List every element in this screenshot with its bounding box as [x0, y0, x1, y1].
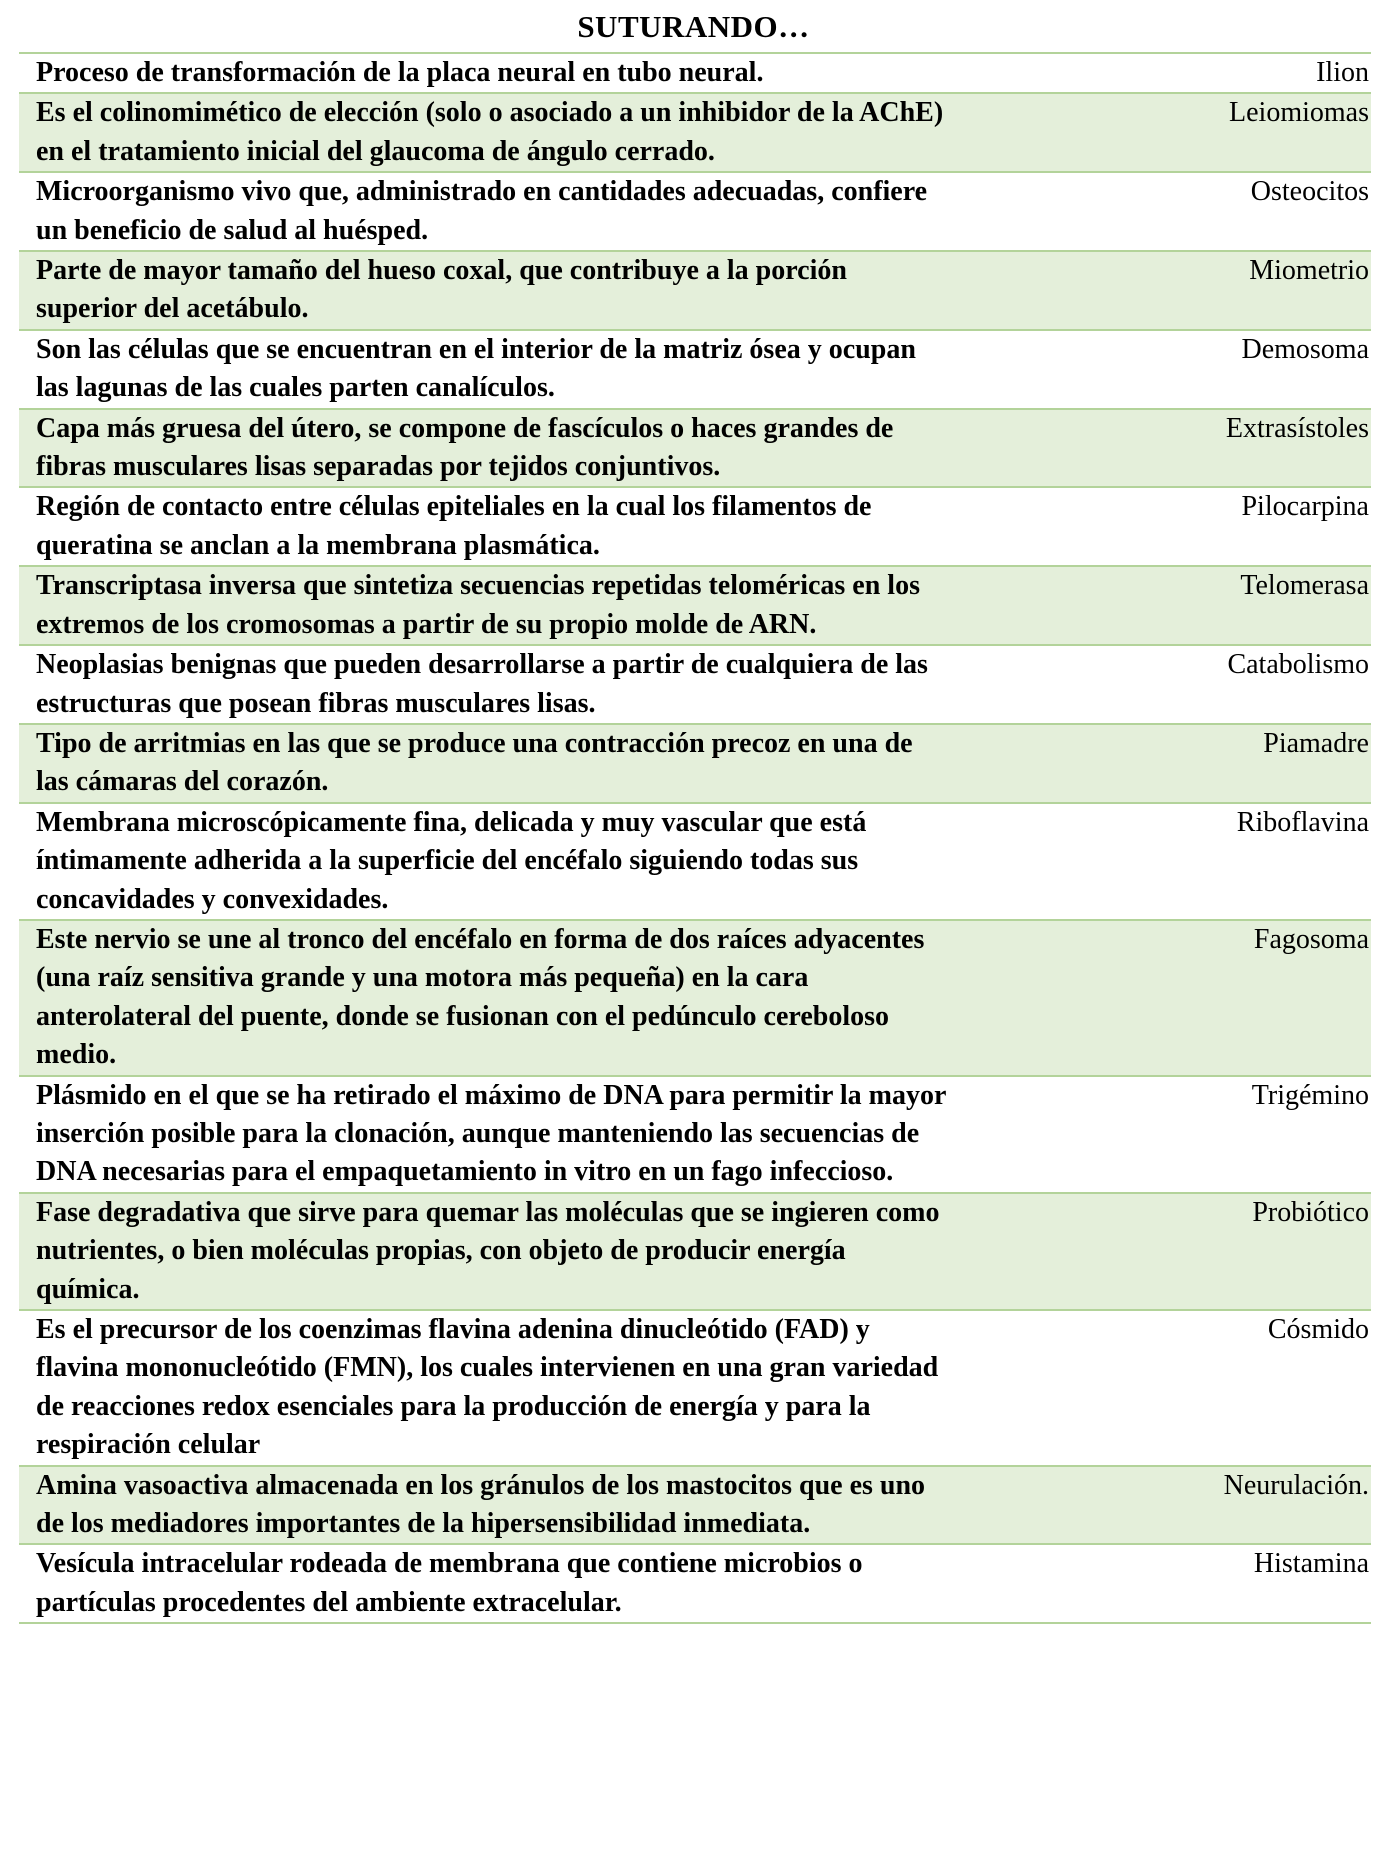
- table-row: [19, 645, 1371, 724]
- definition-cell: Fase degradativa que sirve para quemar las moléculas que se ingieren como nutrientes, o bien moléculas propias, con objeto de producir energía química.: [19, 1193, 959, 1310]
- table-row: [19, 1310, 1371, 1466]
- definition-cell: Parte de mayor tamaño del hueso coxal, que contribuye a la porción superior del acetábulo.: [19, 251, 959, 330]
- table-row: [19, 1076, 1371, 1193]
- term-cell: Trigémino: [1251, 1079, 1369, 1111]
- term-cell: Probiótico: [959, 1193, 1371, 1310]
- term-cell: Telomerasa: [959, 566, 1371, 645]
- table-row: [19, 566, 1371, 645]
- definition-cell: Este nervio se une al tronco del encéfalo en forma de dos raíces adyacentes (una raíz sensitiva grande y una motora más pequeña) en la cara anterolateral del puente, donde se fusionan con el pedúnculo cereboloso medio.: [19, 920, 959, 1076]
- table-row: [19, 1193, 1371, 1310]
- term-cell: Leiomiomas: [959, 93, 1371, 172]
- table-row: [19, 724, 1371, 803]
- definition-cell: Plásmido en el que se ha retirado el máximo de DNA para permitir la mayor inserción posible para la clonación, aunque manteniendo las secuencias de DNA necesarias para el empaquetamiento in vitro en un fago infeccioso.: [36, 1079, 946, 1188]
- definition-cell: Neoplasias benignas que pueden desarrollarse a partir de cualquiera de las estructuras que posean fibras musculares lisas.: [36, 649, 928, 719]
- term-cell: Piamadre: [959, 724, 1371, 803]
- page-title: SUTURANDO…: [577, 9, 810, 44]
- definition-cell: Son las células que se encuentran en el interior de la matriz ósea y ocupan las lagunas de las cuales parten canalículos.: [36, 333, 916, 404]
- term-cell: Extrasístoles: [959, 409, 1371, 488]
- table-row: [19, 172, 1371, 251]
- table-row: [19, 1544, 1371, 1623]
- definition-cell: Es el colinomimético de elección (solo o asociado a un inhibidor de la AChE) en el tratamiento inicial del glaucoma de ángulo cerrado.: [19, 93, 959, 172]
- table-row: [19, 1466, 1371, 1545]
- definition-cell: Amina vasoactiva almacenada en los gránulos de los mastocitos que es uno de los mediadores importantes de la hipersensibilidad inmediata.: [19, 1466, 959, 1545]
- term-cell: Riboflavina: [1236, 806, 1369, 838]
- term-cell: Catabolismo: [1227, 649, 1369, 681]
- definition-cell: Tipo de arritmias en las que se produce una contracción precoz en una de las cámaras del corazón.: [19, 724, 959, 803]
- definition-cell: Región de contacto entre células epiteliales en la cual los filamentos de queratina se anclan a la membrana plasmática.: [36, 491, 872, 561]
- table-row: [19, 487, 1371, 566]
- table-row: [19, 93, 1371, 172]
- definition-cell: Proceso de transformación de la placa neural en tubo neural.: [36, 57, 764, 88]
- term-cell: Neurulación.: [959, 1466, 1371, 1545]
- term-cell: Osteocitos: [1250, 176, 1369, 208]
- table-row: [19, 251, 1371, 330]
- definition-cell: Membrana microscópicamente fina, delicada y muy vascular que está íntimamente adherida a la superficie del encéfalo siguiendo todas sus concavidades y convexidades.: [36, 806, 867, 915]
- table-row: [19, 803, 1371, 920]
- definition-cell: Capa más gruesa del útero, se compone de fascículos o haces grandes de fibras musculares lisas separadas por tejidos conjuntivos.: [19, 409, 959, 488]
- term-cell: Histamina: [1253, 1548, 1369, 1580]
- table-row: [19, 53, 1371, 93]
- term-cell: Pilocarpina: [1241, 491, 1369, 523]
- definition-cell: Microorganismo vivo que, administrado en cantidades adecuadas, confiere un beneficio de salud al huésped.: [36, 176, 928, 246]
- definition-cell: Transcriptasa inversa que sintetiza secuencias repetidas teloméricas en los extremos de los cromosomas a partir de su propio molde de ARN.: [19, 566, 959, 645]
- matching-table: [19, 52, 1371, 1624]
- table-row: [19, 330, 1371, 409]
- table-row: [19, 409, 1371, 488]
- definition-cell: Es el precursor de los coenzimas flavina adenina dinucleótido (FAD) y flavina mononucleótido (FMN), los cuales intervienen en una gran variedad de reacciones redox esenciales para la producción de energía y para la respiración celular: [36, 1314, 939, 1461]
- definition-cell: Vesícula intracelular rodeada de membrana que contiene microbios o partículas procedentes del ambiente extracelular.: [36, 1548, 863, 1618]
- term-cell: Miometrio: [959, 251, 1371, 330]
- term-cell: Ilion: [1316, 57, 1369, 88]
- term-cell: Fagosoma: [959, 920, 1371, 1076]
- term-cell: Cósmido: [1267, 1314, 1369, 1345]
- term-cell: Demosoma: [1241, 333, 1369, 365]
- table-row: [19, 920, 1371, 1076]
